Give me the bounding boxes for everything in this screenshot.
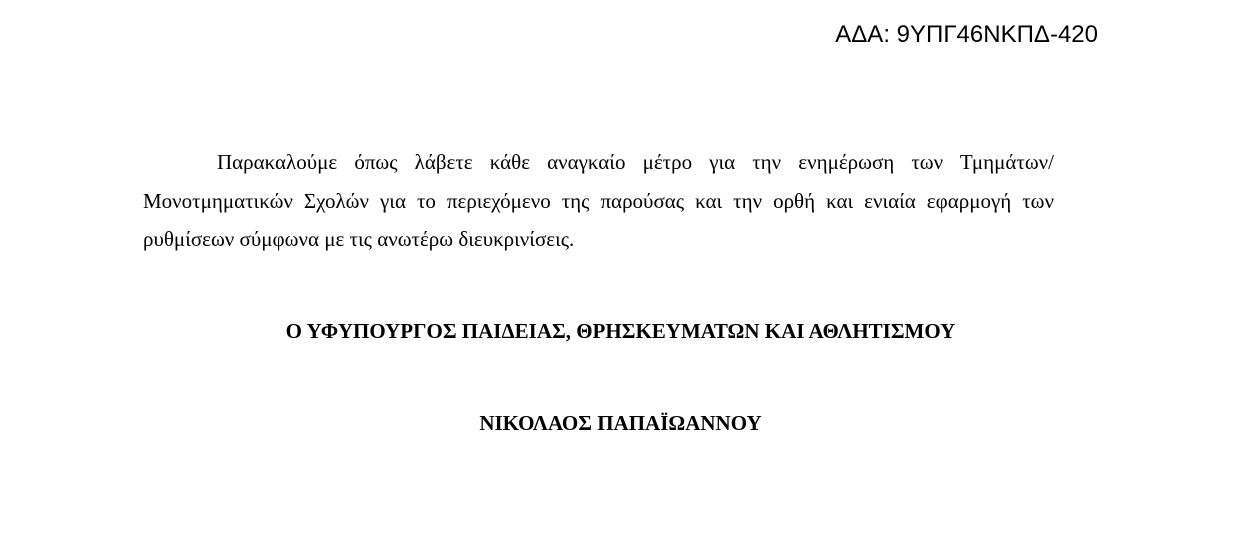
signatory-name: ΝΙΚΟΛΑΟΣ ΠΑΠΑΪΩΑΝΝΟΥ (479, 411, 762, 435)
body-paragraph: Παρακαλούμε όπως λάβετε κάθε αναγκαίο μέτρο για την ενημέρωση των Τμημάτων/Μονοτμηματικών Σχολών για το περιεχόμενο της παρούσας και την ορθή και ενιαία εφαρμογή των ρυθμίσεων σύμφωνα με τις ανωτέρω διευκρινίσεις. (143, 150, 1054, 251)
ada-code: ΑΔΑ: 9ΥΠΓ46ΝΚΠΔ-420 (835, 21, 1098, 48)
signatory-title: Ο ΥΦΥΠΟΥΡΓΟΣ ΠΑΙΔΕΙΑΣ, ΘΡΗΣΚΕΥΜΑΤΩΝ ΚΑΙ ΑΘΛΗΤΙΣΜΟΥ (285, 319, 956, 343)
